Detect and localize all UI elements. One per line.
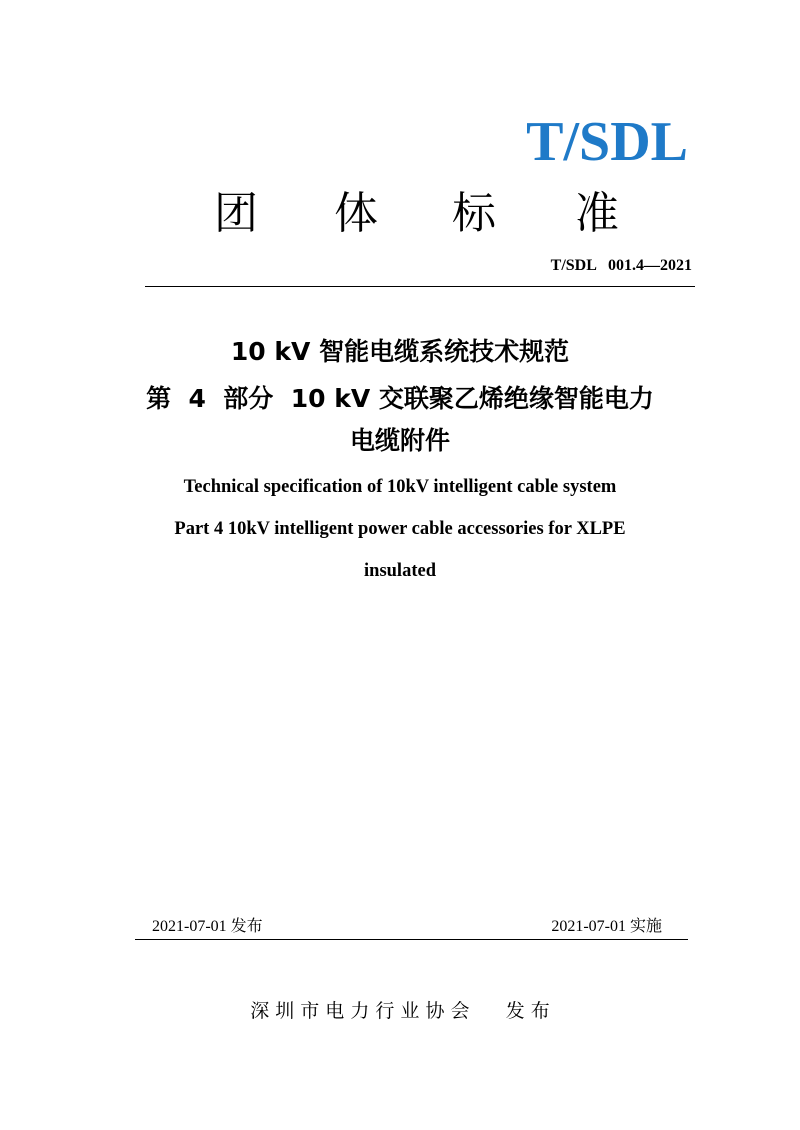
title-en-line-2: Part 4 10kV intelligent power cable accessories for XLPE: [174, 519, 626, 539]
org-code: T/SDL: [526, 111, 688, 173]
title-zh-line-1: 10 kV 智能电缆系统技术规范: [230, 337, 570, 366]
header-divider: [145, 286, 695, 287]
publisher: 深 圳 市 电 力 行 业 协 会 发 布: [250, 1000, 550, 1022]
title-zh-line-2: 第 4 部分 10 kV 交联聚乙烯绝缘智能电力: [146, 384, 654, 413]
standard-number: T/SDL 001.4—2021: [550, 257, 692, 274]
standard-type-char-1: 团: [214, 188, 258, 239]
standard-type-char-4: 准: [575, 188, 619, 239]
title-en-line-3: insulated: [364, 561, 436, 581]
title-en-line-1: Technical specification of 10kV intelligent cable system: [183, 477, 617, 497]
standard-type-heading: [0, 184, 800, 244]
implement-date: 2021-07-01 实施: [551, 918, 662, 935]
publish-date: 2021-07-01 发布: [152, 918, 263, 935]
title-zh-line-3: 电缆附件: [349, 426, 450, 455]
footer-divider: [135, 939, 688, 940]
standard-type-char-2: 体: [334, 188, 378, 239]
standard-type-char-3: 标: [452, 188, 496, 239]
